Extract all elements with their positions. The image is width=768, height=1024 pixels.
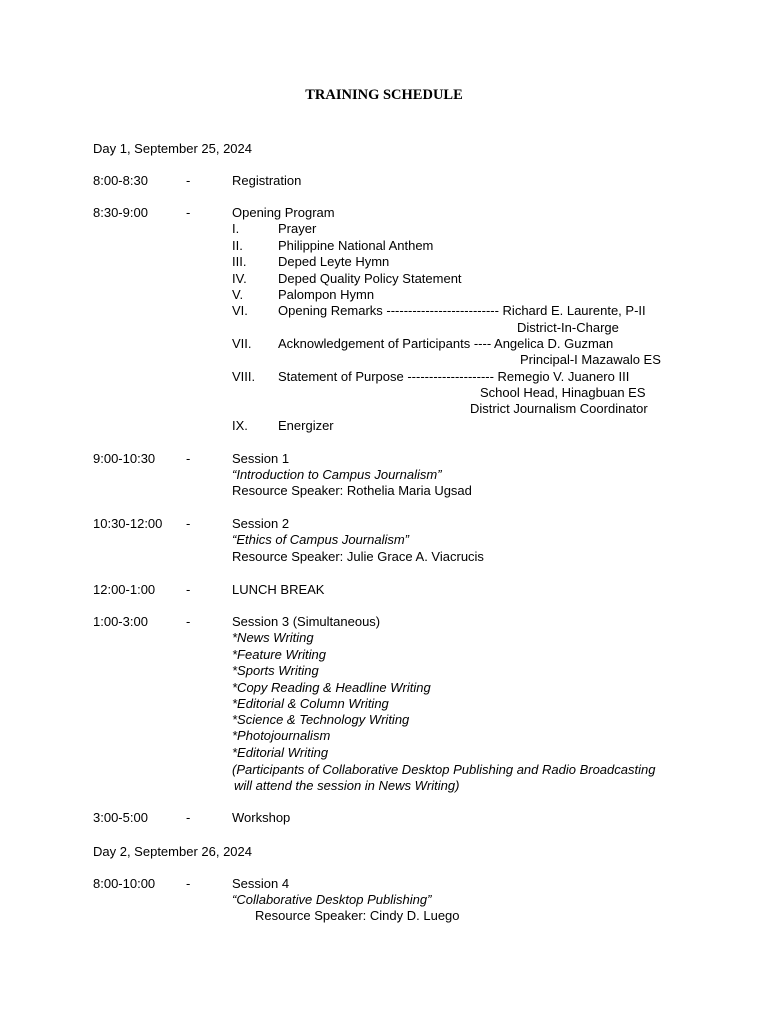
program-item: Deped Leyte Hymn	[278, 254, 390, 269]
separator: -	[186, 582, 191, 597]
activity: Opening Program	[232, 205, 335, 220]
resource-speaker: Resource Speaker: Rothelia Maria Ugsad	[232, 483, 472, 498]
time-slot: 8:30-9:00	[93, 205, 148, 220]
separator: -	[186, 810, 191, 825]
speaker-role: District Journalism Coordinator	[470, 401, 648, 416]
time-slot: 9:00-10:30	[93, 451, 156, 466]
speaker-role: School Head, Hinagbuan ES	[480, 385, 646, 400]
session-note: (Participants of Collaborative Desktop Publishing and Radio Broadcasting	[232, 762, 656, 777]
workshop-topic: *Science & Technology Writing	[232, 712, 410, 727]
activity: Session 2	[232, 516, 290, 531]
workshop-topic: *Feature Writing	[232, 647, 326, 662]
activity: Registration	[232, 173, 302, 188]
document-title: TRAINING SCHEDULE	[305, 87, 463, 103]
day-heading: Day 1, September 25, 2024	[93, 141, 252, 156]
separator: -	[186, 205, 191, 220]
activity: Workshop	[232, 810, 291, 825]
activity: LUNCH BREAK	[232, 582, 325, 597]
program-item: Statement of Purpose -------------------- Remegio V. Juanero III	[278, 369, 630, 384]
workshop-topic: *Photojournalism	[232, 728, 331, 743]
workshop-topic: *Editorial & Column Writing	[232, 696, 389, 711]
time-slot: 3:00-5:00	[93, 810, 148, 825]
session-topic: “Introduction to Campus Journalism”	[232, 467, 442, 482]
program-item-number: II.	[232, 238, 243, 253]
time-slot: 10:30-12:00	[93, 516, 163, 531]
session-topic: “Collaborative Desktop Publishing”	[232, 892, 432, 907]
program-item-number: IX.	[232, 418, 248, 433]
time-slot: 8:00-8:30	[93, 173, 148, 188]
program-item: Deped Quality Policy Statement	[278, 271, 462, 286]
resource-speaker: Resource Speaker: Cindy D. Luego	[255, 908, 460, 923]
program-item-number: V.	[232, 287, 244, 302]
session-note: will attend the session in News Writing)	[234, 778, 460, 793]
speaker-role: District-In-Charge	[517, 320, 619, 335]
workshop-topic: *Sports Writing	[232, 663, 319, 678]
workshop-topic: *Copy Reading & Headline Writing	[232, 680, 431, 695]
separator: -	[186, 451, 191, 466]
program-item-number: VII.	[232, 336, 252, 351]
program-item-number: III.	[232, 254, 247, 269]
program-item: Philippine National Anthem	[278, 238, 434, 253]
activity: Session 4	[232, 876, 290, 891]
speaker-role: Principal-I Mazawalo ES	[520, 352, 661, 367]
program-item-number: I.	[232, 221, 240, 236]
activity: Session 3 (Simultaneous)	[232, 614, 381, 629]
program-item: Palompon Hymn	[278, 287, 375, 302]
separator: -	[186, 516, 191, 531]
program-item: Prayer	[278, 221, 317, 236]
separator: -	[186, 614, 191, 629]
program-item: Acknowledgement of Participants ---- Angelica D. Guzman	[278, 336, 614, 351]
program-item-number: IV.	[232, 271, 247, 286]
day-heading: Day 2, September 26, 2024	[93, 844, 252, 859]
activity: Session 1	[232, 451, 290, 466]
program-item: Opening Remarks -------------------------- Richard E. Laurente, P-II	[278, 303, 646, 318]
time-slot: 1:00-3:00	[93, 614, 148, 629]
session-topic: “Ethics of Campus Journalism”	[232, 532, 409, 547]
program-item-number: VIII.	[232, 369, 256, 384]
time-slot: 8:00-10:00	[93, 876, 156, 891]
program-item: Energizer	[278, 418, 334, 433]
program-item-number: VI.	[232, 303, 248, 318]
separator: -	[186, 876, 191, 891]
time-slot: 12:00-1:00	[93, 582, 156, 597]
resource-speaker: Resource Speaker: Julie Grace A. Viacrucis	[232, 549, 484, 564]
workshop-topic: *Editorial Writing	[232, 745, 329, 760]
workshop-topic: *News Writing	[232, 630, 314, 645]
separator: -	[186, 173, 191, 188]
